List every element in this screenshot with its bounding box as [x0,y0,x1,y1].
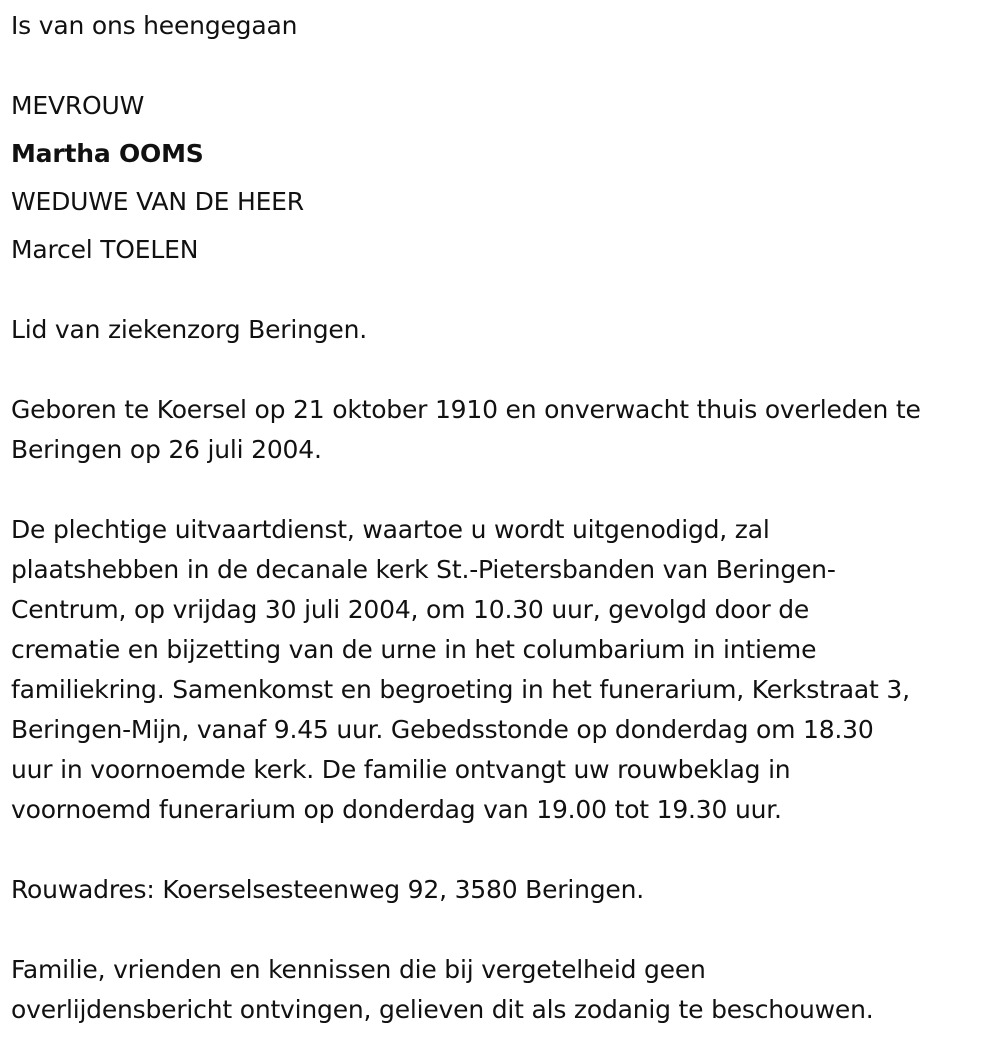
birth-death-line-2: Beringen op 26 juli 2004. [11,435,322,464]
ceremony-line-6: Beringen-Mijn, vanaf 9.45 uur. Gebedsstonde op donderdag om 18.30 [11,715,874,744]
relation-text: WEDUWE VAN DE HEER [11,187,304,216]
salutation: MEVROUW [11,91,145,120]
ceremony-line-8: voornoemd funerarium op donderdag van 19.00 tot 19.30 uur. [11,795,782,824]
ceremony-line-4: crematie en bijzetting van de urne in het columbarium in intieme [11,635,817,664]
closing-line-2: overlijdensbericht ontvingen, gelieven dit als zodanig te beschouwen. [11,995,874,1024]
spouse-name: Marcel TOELEN [11,235,199,264]
ceremony-line-3: Centrum, op vrijdag 30 juli 2004, om 10.30 uur, gevolgd door de [11,595,810,624]
address-text: Rouwadres: Koerselsesteenweg 92, 3580 Beringen. [11,875,644,904]
closing-line-1: Familie, vrienden en kennissen die bij vergetelheid geen [11,955,706,984]
intro-text: Is van ons heengegaan [11,11,298,40]
birth-death-line-1: Geboren te Koersel op 21 oktober 1910 en onverwacht thuis overleden te [11,395,921,424]
ceremony-line-7: uur in voornoemde kerk. De familie ontvangt uw rouwbeklag in [11,755,791,784]
ceremony-line-1: De plechtige uitvaartdienst, waartoe u wordt uitgenodigd, zal [11,515,770,544]
ceremony-line-2: plaatshebben in de decanale kerk St.-Pietersbanden van Beringen- [11,555,836,584]
deceased-name: Martha OOMS [11,139,204,168]
membership-text: Lid van ziekenzorg Beringen. [11,315,367,344]
ceremony-line-5: familiekring. Samenkomst en begroeting in het funerarium, Kerkstraat 3, [11,675,910,704]
